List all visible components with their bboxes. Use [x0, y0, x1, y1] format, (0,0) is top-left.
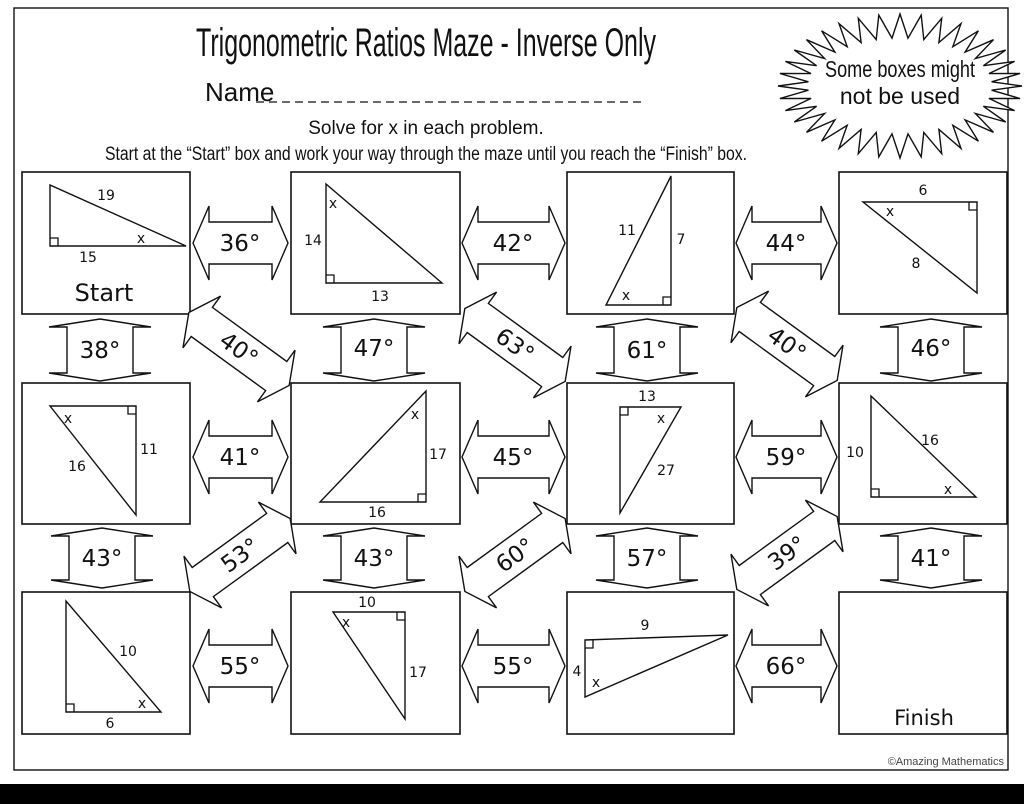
arrow-vertical	[880, 319, 982, 381]
angle-option: 66°	[765, 654, 807, 680]
angle-option: 41°	[910, 546, 952, 572]
side-label: x	[341, 615, 351, 631]
side-label: 6	[918, 183, 928, 199]
side-label: 19	[97, 188, 115, 204]
arrow-vertical	[323, 319, 425, 381]
arrow-vertical	[880, 528, 982, 588]
worksheet-title: Trigonometric Ratios Maze - Inverse Only	[196, 21, 656, 65]
maze-box	[291, 172, 460, 314]
maze-box	[567, 592, 734, 734]
side-label: 13	[638, 389, 656, 405]
side-label: x	[885, 204, 895, 220]
side-label: 17	[409, 665, 427, 681]
maze-box	[22, 592, 190, 734]
burst-line-2: not be used	[839, 83, 961, 109]
arrow-vertical	[51, 528, 153, 588]
angle-option: 47°	[353, 336, 395, 362]
angle-option: 42°	[492, 231, 534, 257]
angle-option: 43°	[353, 546, 395, 572]
arrow-horizontal	[193, 206, 288, 280]
arrow-horizontal	[193, 629, 288, 703]
maze-box	[22, 383, 190, 524]
side-label: 16	[921, 433, 939, 449]
arrow-vertical	[596, 528, 698, 588]
side-label: 4	[572, 664, 582, 680]
arrow-horizontal	[462, 420, 565, 494]
side-label: x	[621, 288, 631, 304]
angle-option: 53°	[216, 533, 265, 579]
angle-option: 40°	[762, 322, 811, 368]
side-label: x	[591, 675, 601, 691]
side-label: 9	[640, 618, 650, 634]
angle-option: 60°	[491, 533, 540, 579]
arrow-horizontal	[736, 629, 837, 703]
maze-box	[291, 383, 460, 524]
arrow-diagonal	[718, 282, 856, 407]
angle-option: 57°	[626, 546, 668, 572]
side-label: 10	[358, 595, 376, 611]
angle-option: 39°	[763, 531, 812, 577]
side-label: x	[136, 231, 146, 247]
side-label: x	[137, 696, 147, 712]
name-label: Name	[205, 77, 275, 107]
arrow-vertical	[323, 528, 425, 588]
bottom-bar	[0, 784, 1024, 804]
side-label: 16	[368, 505, 386, 521]
angle-option: 45°	[492, 445, 534, 471]
arrow-horizontal	[462, 206, 565, 280]
burst-line-1: Some boxes might	[825, 56, 976, 82]
angle-option: 55°	[219, 654, 261, 680]
arrow-diagonal	[446, 283, 584, 408]
side-label: x	[63, 411, 73, 427]
angle-option: 44°	[765, 231, 807, 257]
side-label: 16	[68, 459, 86, 475]
maze-box	[291, 592, 460, 734]
maze-box	[839, 172, 1007, 314]
side-label: 15	[79, 250, 97, 266]
copyright-notice: ©Amazing Mathematics	[887, 756, 1004, 768]
side-label: 27	[657, 463, 675, 479]
side-label: 6	[105, 716, 115, 732]
angle-option: 43°	[81, 546, 123, 572]
side-label: 14	[304, 233, 322, 249]
finish-label: Finish	[894, 706, 954, 730]
arrow-horizontal	[462, 629, 565, 703]
angle-option: 61°	[626, 338, 668, 364]
maze-box	[567, 383, 734, 524]
maze-box	[839, 383, 1007, 524]
side-label: 8	[911, 256, 921, 272]
arrow-vertical	[49, 319, 151, 381]
arrow-diagonal	[446, 493, 584, 618]
side-label: 13	[371, 289, 389, 305]
arrow-horizontal	[193, 420, 288, 494]
arrow-horizontal	[736, 206, 837, 280]
arrow-horizontal	[736, 420, 837, 494]
maze-box	[567, 172, 734, 314]
angle-option: 55°	[492, 654, 534, 680]
angle-option: 46°	[910, 336, 952, 362]
arrow-vertical	[596, 319, 698, 381]
side-label: 11	[140, 442, 158, 458]
angle-option: 40°	[214, 327, 263, 373]
maze-box-finish	[839, 592, 1007, 734]
start-label: Start	[74, 279, 134, 307]
angle-option: 38°	[79, 338, 121, 364]
angle-option: 41°	[219, 445, 261, 471]
side-label: x	[328, 196, 338, 212]
angle-option: 63°	[490, 323, 539, 369]
side-label: 11	[618, 223, 636, 239]
side-label: 10	[119, 644, 137, 660]
arrow-diagonal	[718, 491, 856, 616]
angle-option: 36°	[219, 231, 261, 257]
maze-box-start	[22, 172, 190, 314]
side-label: 17	[429, 447, 447, 463]
arrow-diagonal	[171, 493, 309, 618]
angle-option: 59°	[765, 445, 807, 471]
instructions-line-2: Start at the “Start” box and work your way through the maze until you reach the “Finish” box.	[105, 144, 747, 165]
instructions-line-1: Solve for x in each problem.	[308, 118, 544, 139]
side-label: x	[943, 482, 953, 498]
side-label: 10	[846, 445, 864, 461]
side-label: x	[656, 411, 666, 427]
side-label: x	[410, 407, 420, 423]
side-label: 7	[676, 232, 686, 248]
